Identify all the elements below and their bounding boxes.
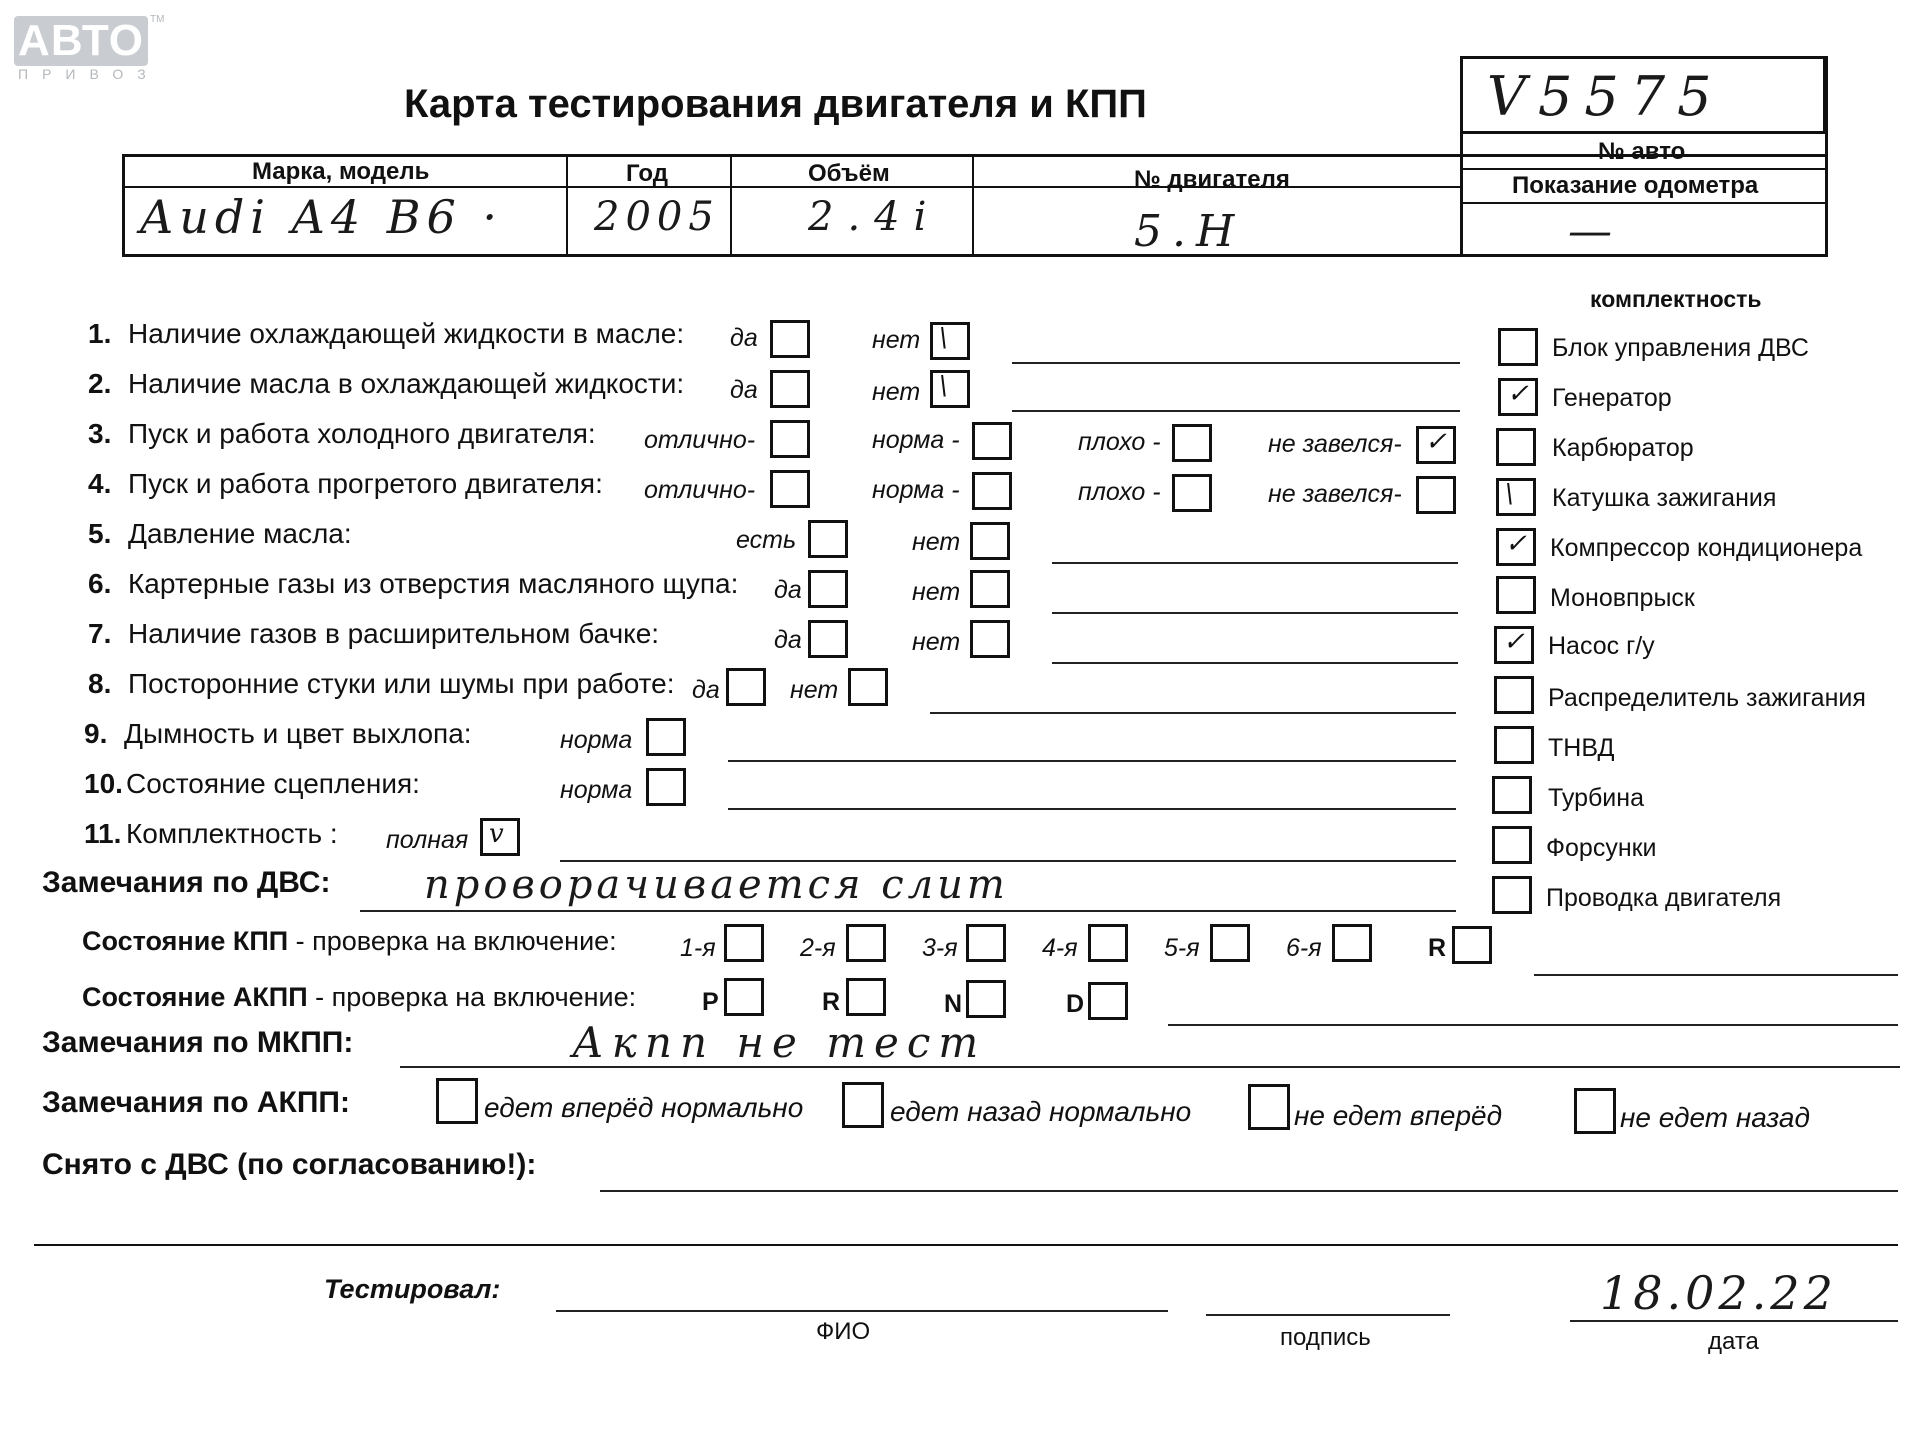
engine-remarks-line[interactable] xyxy=(360,910,1456,912)
check-8-number: 8. xyxy=(88,668,112,699)
akpp-mode-n-checkbox[interactable] xyxy=(966,980,1006,1018)
check-5-yes-checkbox[interactable] xyxy=(808,520,848,558)
logo xyxy=(14,16,148,66)
check-4-text: Пуск и работа прогретого двигателя: xyxy=(128,468,603,499)
logo-text: АВТО xyxy=(18,16,144,65)
kpp-gear-4-label: 4-я xyxy=(1042,934,1078,962)
form-title: Карта тестирования двигателя и КПП xyxy=(404,82,1147,126)
comp-ac-compressor-label: Компрессор кондиционера xyxy=(1550,534,1863,562)
comp-mono-injection-label: Моновпрыск xyxy=(1550,584,1695,612)
engine-remarks-label: Замечания по ДВС: xyxy=(42,866,331,899)
check-7-opt-no: нет xyxy=(912,628,961,656)
check-4-opt-bad: плохо - xyxy=(1078,478,1161,506)
removed-label: Снято с ДВС (по согласованию!): xyxy=(42,1148,537,1181)
kpp-gear-r-label: R xyxy=(1428,934,1447,962)
check-4-number: 4. xyxy=(88,468,112,499)
check-9-opt-normal: норма xyxy=(560,726,633,754)
check-6-yes-checkbox[interactable] xyxy=(808,570,848,608)
comp-mono-injection-checkbox[interactable] xyxy=(1496,576,1536,614)
kpp-gear-1-label: 1-я xyxy=(680,934,716,962)
check-2-yes-checkbox[interactable] xyxy=(770,370,810,408)
akpp-forward-ok-checkbox[interactable] xyxy=(436,1078,478,1124)
check-2-text: Наличие масла в охлаждающей жидкости: xyxy=(128,368,685,399)
akpp-forward-ok-label: едет вперёд нормально xyxy=(484,1092,804,1123)
check-10-text: Состояние сцепления: xyxy=(126,768,420,799)
akpp-mode-d-checkbox[interactable] xyxy=(1088,982,1128,1020)
check-3-number: 3. xyxy=(88,418,112,449)
check-11-opt-full: полная xyxy=(386,826,469,854)
check-1-text: Наличие охлаждающей жидкости в масле: xyxy=(128,318,685,349)
check-6-text: Картерные газы из отверстия масляного щупа: xyxy=(128,568,739,599)
engine-remarks-value: проворачивается слит xyxy=(424,862,1009,908)
kpp-gear-5-label: 5-я xyxy=(1164,934,1200,962)
check-7-opt-yes: да xyxy=(774,626,802,654)
make-model-label: Марка, модель xyxy=(252,158,430,185)
kpp-gear-3-label: 3-я xyxy=(922,934,958,962)
akpp-note-line[interactable] xyxy=(1168,1024,1898,1026)
comp-turbine-label: Турбина xyxy=(1548,784,1644,812)
comp-tnvd-label: ТНВД xyxy=(1548,734,1615,762)
check-7-no-checkbox[interactable] xyxy=(970,620,1010,658)
check-9-text: Дымность и цвет выхлопа: xyxy=(124,718,472,749)
check-5-number: 5. xyxy=(88,518,112,549)
kpp-gear-2-checkbox[interactable] xyxy=(846,924,886,962)
date-line[interactable] xyxy=(1570,1320,1898,1322)
akpp-label: Состояние АКПП - проверка на включение: xyxy=(82,982,637,1012)
check-11-full-checkbox[interactable]: v xyxy=(480,818,520,856)
check-5-no-checkbox[interactable] xyxy=(970,522,1010,560)
check-5-note-line[interactable] xyxy=(1052,562,1458,564)
check-5-opt-yes: есть xyxy=(736,526,797,554)
kpp-gear-4-checkbox[interactable] xyxy=(1088,924,1128,962)
check-11-number: 11. xyxy=(84,818,122,849)
check-7-note-line[interactable] xyxy=(1052,662,1458,664)
completeness-title: комплектность xyxy=(1590,286,1762,312)
check-3-excellent-checkbox[interactable] xyxy=(770,420,810,458)
make-model-value: Audi A4 B6 · xyxy=(140,190,504,244)
comp-carburetor-checkbox[interactable] xyxy=(1496,428,1536,466)
akpp-remarks-label: Замечания по АКПП: xyxy=(42,1086,350,1119)
mkpp-remarks-value: Акпп не тест xyxy=(572,1018,987,1067)
comp-distributor-checkbox[interactable] xyxy=(1494,676,1534,714)
check-10-number: 10. xyxy=(84,768,123,799)
engine-number-value: 5.H xyxy=(1134,206,1245,257)
comp-tnvd-checkbox[interactable] xyxy=(1494,726,1534,764)
comp-generator-label: Генератор xyxy=(1552,384,1672,412)
check-5-text: Давление масла: xyxy=(128,518,352,549)
odometer-value: — xyxy=(1568,206,1618,257)
check-10-note-line[interactable] xyxy=(728,808,1456,810)
check-2-opt-yes: да xyxy=(730,376,758,404)
check-6-note-line[interactable] xyxy=(1052,612,1458,614)
check-4-opt-excellent: отлично- xyxy=(644,476,756,504)
check-3-opt-bad: плохо - xyxy=(1078,428,1161,456)
comp-ignition-coil-label: Катушка зажигания xyxy=(1552,484,1777,512)
comp-injectors-checkbox[interactable] xyxy=(1492,826,1532,864)
check-7-yes-checkbox[interactable] xyxy=(808,620,848,658)
akpp-mode-r-label: R xyxy=(822,988,841,1016)
check-6-no-checkbox[interactable] xyxy=(970,570,1010,608)
comp-generator-checkbox[interactable]: ✓ xyxy=(1498,378,1538,416)
check-4-opt-normal: норма - xyxy=(872,476,960,504)
check-2-number: 2. xyxy=(88,368,112,399)
kpp-gear-6-label: 6-я xyxy=(1286,934,1322,962)
comp-turbine-checkbox[interactable] xyxy=(1492,776,1532,814)
comp-wiring-label: Проводка двигателя xyxy=(1546,884,1782,912)
date-label: дата xyxy=(1708,1328,1759,1355)
akpp-mode-n-label: N xyxy=(944,990,963,1018)
akpp-mode-d-label: D xyxy=(1066,990,1085,1018)
check-4-opt-no-start: не завелся- xyxy=(1268,480,1402,508)
check-7-number: 7. xyxy=(88,618,112,649)
check-4-no-start-checkbox[interactable] xyxy=(1416,476,1456,514)
comp-ignition-coil-checkbox[interactable]: \ xyxy=(1496,478,1536,516)
akpp-no-forward-label: не едет вперёд xyxy=(1294,1100,1503,1131)
kpp-gear-2-label: 2-я xyxy=(800,934,836,962)
akpp-mode-p-label: P xyxy=(702,988,719,1016)
car-number-box xyxy=(1460,56,1826,134)
check-10-normal-checkbox[interactable] xyxy=(646,768,686,806)
footer-separator xyxy=(34,1244,1898,1246)
car-number-value: V5575 xyxy=(1487,65,1724,128)
signature-line[interactable] xyxy=(1206,1314,1450,1316)
engine-number-label: № двигателя xyxy=(1134,166,1290,193)
check-4-excellent-checkbox[interactable] xyxy=(770,470,810,508)
kpp-note-line[interactable] xyxy=(1534,974,1898,976)
logo-subtitle: ПРИВОЗ xyxy=(18,66,160,82)
check-8-note-line[interactable] xyxy=(930,712,1456,714)
removed-line[interactable] xyxy=(600,1190,1898,1192)
comp-ps-pump-checkbox[interactable]: ✓ xyxy=(1494,626,1534,664)
logo-tm: TM xyxy=(150,14,165,25)
check-10-opt-normal: норма xyxy=(560,776,633,804)
check-8-opt-yes: да xyxy=(692,676,720,704)
comp-carburetor-label: Карбюратор xyxy=(1552,434,1694,462)
check-7-text: Наличие газов в расширительном бачке: xyxy=(128,618,660,649)
check-6-opt-no: нет xyxy=(912,578,961,606)
comp-ps-pump-label: Насос г/у xyxy=(1548,632,1655,660)
year-value: 2005 xyxy=(594,194,720,240)
check-3-no-start-checkbox[interactable]: ✓ xyxy=(1416,426,1456,464)
check-3-normal-checkbox[interactable] xyxy=(972,422,1012,460)
akpp-reverse-ok-checkbox[interactable] xyxy=(842,1082,884,1128)
check-3-text: Пуск и работа холодного двигателя: xyxy=(128,418,596,449)
odometer-label: Показание одометра xyxy=(1512,172,1759,199)
comp-ecu-checkbox[interactable] xyxy=(1498,328,1538,366)
check-4-normal-checkbox[interactable] xyxy=(972,472,1012,510)
check-5-opt-no: нет xyxy=(912,528,961,556)
akpp-no-reverse-checkbox[interactable] xyxy=(1574,1088,1616,1134)
check-3-opt-no-start: не завелся- xyxy=(1268,430,1402,458)
check-2-opt-no: нет xyxy=(872,378,921,406)
fio-label: ФИО xyxy=(816,1318,871,1345)
check-8-yes-checkbox[interactable] xyxy=(726,668,766,706)
akpp-reverse-ok-label: едет назад нормально xyxy=(890,1096,1192,1127)
kpp-gear-5-checkbox[interactable] xyxy=(1210,924,1250,962)
comp-ecu-label: Блок управления ДВС xyxy=(1552,334,1809,362)
fio-line[interactable] xyxy=(556,1310,1168,1312)
kpp-gear-1-checkbox[interactable] xyxy=(724,924,764,962)
comp-distributor-label: Распределитель зажигания xyxy=(1548,684,1866,712)
akpp-no-reverse-label: не едет назад xyxy=(1620,1102,1810,1133)
kpp-label: Состояние КПП - проверка на включение: xyxy=(82,926,617,956)
check-1-no-checkbox[interactable]: \ xyxy=(930,322,970,360)
year-label: Год xyxy=(626,160,668,187)
volume-label: Объём xyxy=(808,160,890,187)
check-1-number: 1. xyxy=(88,318,112,349)
check-1-yes-checkbox[interactable] xyxy=(770,320,810,358)
check-4-bad-checkbox[interactable] xyxy=(1172,474,1212,512)
check-3-bad-checkbox[interactable] xyxy=(1172,424,1212,462)
tested-by-label: Тестировал: xyxy=(324,1274,501,1304)
check-9-number: 9. xyxy=(84,718,108,749)
kpp-gear-r-checkbox[interactable] xyxy=(1452,926,1492,964)
akpp-mode-p-checkbox[interactable] xyxy=(724,978,764,1016)
check-9-note-line[interactable] xyxy=(728,760,1456,762)
date-value: 18.02.22 xyxy=(1600,1266,1837,1320)
check-8-no-checkbox[interactable] xyxy=(848,668,888,706)
check-3-opt-excellent: отлично- xyxy=(644,426,756,454)
akpp-mode-r-checkbox[interactable] xyxy=(846,978,886,1016)
kpp-gear-6-checkbox[interactable] xyxy=(1332,924,1372,962)
check-3-opt-normal: норма - xyxy=(872,426,960,454)
check-1-note-line[interactable] xyxy=(1012,362,1460,364)
check-1-opt-yes: да xyxy=(730,324,758,352)
check-6-number: 6. xyxy=(88,568,112,599)
kpp-gear-3-checkbox[interactable] xyxy=(966,924,1006,962)
volume-value: 2.4i xyxy=(808,194,941,240)
check-2-note-line[interactable] xyxy=(1012,410,1460,412)
mkpp-remarks-label: Замечания по МКПП: xyxy=(42,1026,354,1059)
check-9-normal-checkbox[interactable] xyxy=(646,718,686,756)
signature-label: подпись xyxy=(1280,1324,1371,1351)
akpp-no-forward-checkbox[interactable] xyxy=(1248,1084,1290,1130)
comp-wiring-checkbox[interactable] xyxy=(1492,876,1532,914)
check-8-text: Посторонние стуки или шумы при работе: xyxy=(128,668,675,699)
check-8-opt-no: нет xyxy=(790,676,839,704)
comp-ac-compressor-checkbox[interactable]: ✓ xyxy=(1496,528,1536,566)
check-2-no-checkbox[interactable]: \ xyxy=(930,370,970,408)
check-1-opt-no: нет xyxy=(872,326,921,354)
car-number-label: № авто xyxy=(1598,138,1686,165)
comp-injectors-label: Форсунки xyxy=(1546,834,1657,862)
check-11-text: Комплектность : xyxy=(126,818,338,849)
check-6-opt-yes: да xyxy=(774,576,802,604)
